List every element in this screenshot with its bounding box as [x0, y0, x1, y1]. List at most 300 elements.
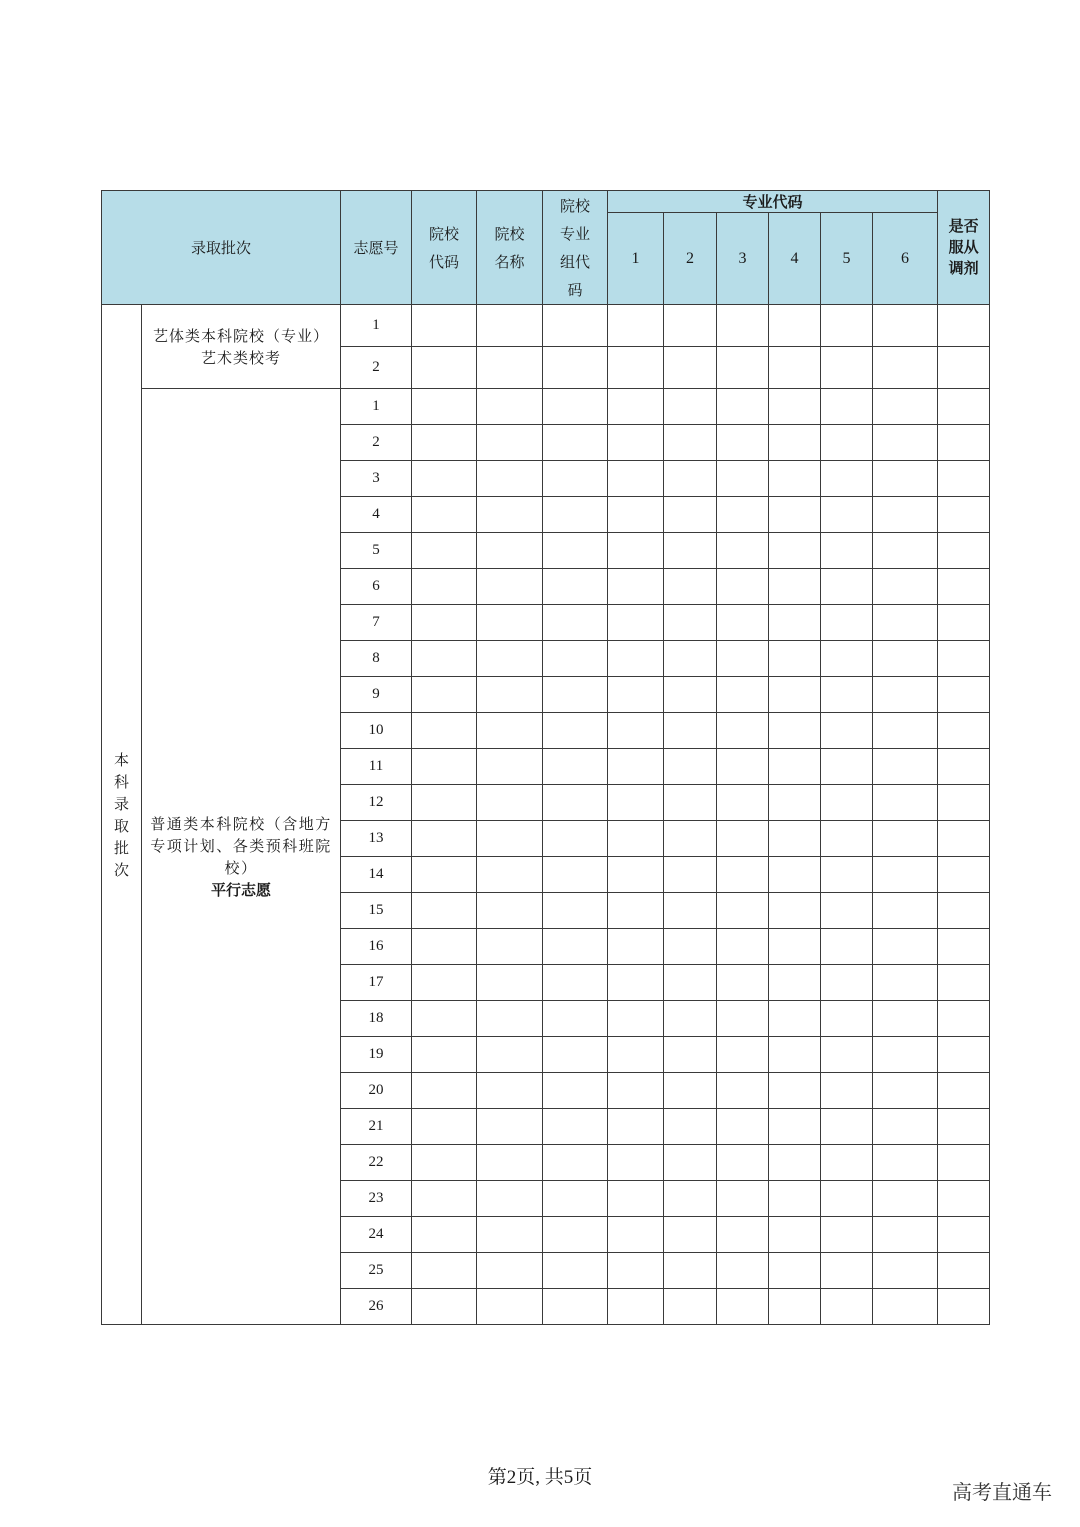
- major-code-cell[interactable]: [717, 785, 769, 821]
- header-major-col: [608, 213, 664, 305]
- adjust-cell[interactable]: [938, 1037, 990, 1073]
- group-code-cell[interactable]: [543, 1109, 608, 1145]
- choice-number: 21: [341, 1109, 412, 1145]
- major-code-cell[interactable]: [664, 389, 717, 425]
- major-code-cell[interactable]: [608, 497, 664, 533]
- major-code-cell[interactable]: [873, 605, 938, 641]
- adjust-cell[interactable]: [938, 1145, 990, 1181]
- major-code-cell[interactable]: [873, 1181, 938, 1217]
- major-code-cell[interactable]: [769, 641, 821, 677]
- major-code-cell[interactable]: [608, 1289, 664, 1325]
- major-code-cell[interactable]: [769, 785, 821, 821]
- major-code-cell[interactable]: [717, 347, 769, 389]
- school-name-cell[interactable]: [477, 461, 543, 497]
- major-code-cell[interactable]: [769, 821, 821, 857]
- adjust-cell[interactable]: [938, 1001, 990, 1037]
- major-code-cell[interactable]: [717, 497, 769, 533]
- major-code-cell[interactable]: [664, 1145, 717, 1181]
- school-name-cell[interactable]: [477, 389, 543, 425]
- major-code-cell[interactable]: [873, 641, 938, 677]
- group-code-cell[interactable]: [543, 347, 608, 389]
- major-code-cell[interactable]: [821, 1109, 873, 1145]
- major-code-cell[interactable]: [769, 1073, 821, 1109]
- header-batch: [102, 191, 341, 305]
- school-name-cell[interactable]: [477, 425, 543, 461]
- major-code-cell[interactable]: [608, 641, 664, 677]
- group-code-cell[interactable]: [543, 1073, 608, 1109]
- major-code-cell[interactable]: [664, 1253, 717, 1289]
- adjust-cell[interactable]: [938, 1289, 990, 1325]
- major-code-cell[interactable]: [664, 893, 717, 929]
- major-code-cell[interactable]: [664, 533, 717, 569]
- group-code-cell[interactable]: [543, 1037, 608, 1073]
- group-code-cell[interactable]: [543, 749, 608, 785]
- header-major-code-label: 专业代码: [742, 192, 803, 211]
- school-code-cell[interactable]: [412, 347, 477, 389]
- application-form-table: [101, 190, 990, 1325]
- major-code-cell[interactable]: [769, 1109, 821, 1145]
- major-code-cell[interactable]: [664, 1073, 717, 1109]
- adjust-cell[interactable]: [938, 929, 990, 965]
- major-code-cell[interactable]: [664, 569, 717, 605]
- major-code-cell[interactable]: [821, 1001, 873, 1037]
- major-code-cell[interactable]: [873, 347, 938, 389]
- major-code-cell[interactable]: [769, 749, 821, 785]
- choice-number: 12: [341, 785, 412, 821]
- group-code-cell[interactable]: [543, 1001, 608, 1037]
- header-group-code-label: 院校专业组代码: [560, 196, 591, 299]
- major-code-cell[interactable]: [873, 677, 938, 713]
- major-code-cell[interactable]: [608, 305, 664, 347]
- major-code-cell[interactable]: [769, 497, 821, 533]
- major-code-cell[interactable]: [717, 389, 769, 425]
- major-code-cell[interactable]: [821, 893, 873, 929]
- major-code-cell[interactable]: [769, 461, 821, 497]
- major-code-cell[interactable]: [608, 749, 664, 785]
- major-code-cell[interactable]: [717, 677, 769, 713]
- group-code-cell[interactable]: [543, 1181, 608, 1217]
- major-code-cell[interactable]: [717, 929, 769, 965]
- major-code-cell[interactable]: [664, 347, 717, 389]
- school-code-cell[interactable]: [412, 1253, 477, 1289]
- adjust-cell[interactable]: [938, 1073, 990, 1109]
- header-group-code: [543, 191, 608, 305]
- adjust-cell[interactable]: [938, 857, 990, 893]
- major-code-cell[interactable]: [717, 965, 769, 1001]
- major-code-cell[interactable]: [873, 1289, 938, 1325]
- major-code-cell[interactable]: [821, 533, 873, 569]
- major-code-cell[interactable]: [873, 533, 938, 569]
- school-code-cell[interactable]: [412, 1289, 477, 1325]
- major-code-cell[interactable]: [821, 1037, 873, 1073]
- major-code-cell[interactable]: [717, 1289, 769, 1325]
- group-code-cell[interactable]: [543, 713, 608, 749]
- major-code-cell[interactable]: [769, 929, 821, 965]
- major-code-cell[interactable]: [664, 1037, 717, 1073]
- major-code-cell[interactable]: [821, 785, 873, 821]
- major-code-cell[interactable]: [769, 569, 821, 605]
- school-code-cell[interactable]: [412, 1109, 477, 1145]
- choice-number: 22: [341, 1145, 412, 1181]
- school-name-cell[interactable]: [477, 893, 543, 929]
- major-code-cell[interactable]: [769, 893, 821, 929]
- major-code-cell[interactable]: [717, 1109, 769, 1145]
- group-code-cell[interactable]: [543, 821, 608, 857]
- school-name-cell[interactable]: [477, 497, 543, 533]
- school-code-cell[interactable]: [412, 785, 477, 821]
- school-code-cell[interactable]: [412, 497, 477, 533]
- major-code-cell[interactable]: [821, 1289, 873, 1325]
- major-code-cell[interactable]: [608, 821, 664, 857]
- major-code-cell[interactable]: [717, 713, 769, 749]
- major-code-cell[interactable]: [608, 893, 664, 929]
- adjust-cell[interactable]: [938, 497, 990, 533]
- group-code-cell[interactable]: [543, 677, 608, 713]
- major-code-cell[interactable]: [821, 749, 873, 785]
- art-category-cell: [142, 305, 341, 389]
- major-code-cell[interactable]: [769, 347, 821, 389]
- adjust-cell[interactable]: [938, 893, 990, 929]
- school-code-cell[interactable]: [412, 893, 477, 929]
- group-code-cell[interactable]: [543, 569, 608, 605]
- school-code-cell[interactable]: [412, 857, 477, 893]
- school-name-cell[interactable]: [477, 1109, 543, 1145]
- school-name-cell[interactable]: [477, 713, 543, 749]
- school-name-cell[interactable]: [477, 347, 543, 389]
- school-name-cell[interactable]: [477, 1253, 543, 1289]
- major-code-cell[interactable]: [821, 929, 873, 965]
- major-code-cell[interactable]: [608, 605, 664, 641]
- major-code-cell[interactable]: [821, 965, 873, 1001]
- major-code-cell[interactable]: [873, 857, 938, 893]
- adjust-cell[interactable]: [938, 677, 990, 713]
- major-code-cell[interactable]: [769, 533, 821, 569]
- major-code-cell[interactable]: [821, 641, 873, 677]
- header-major-col-label: 1: [631, 250, 640, 267]
- major-code-cell[interactable]: [873, 893, 938, 929]
- school-name-cell[interactable]: [477, 821, 543, 857]
- choice-number: 4: [341, 497, 412, 533]
- major-code-cell[interactable]: [717, 1181, 769, 1217]
- major-code-cell[interactable]: [821, 857, 873, 893]
- major-code-cell[interactable]: [873, 821, 938, 857]
- major-code-cell[interactable]: [664, 1001, 717, 1037]
- major-code-cell[interactable]: [664, 1289, 717, 1325]
- major-code-cell[interactable]: [821, 605, 873, 641]
- group-code-cell[interactable]: [543, 893, 608, 929]
- major-code-cell[interactable]: [664, 641, 717, 677]
- major-code-cell[interactable]: [664, 929, 717, 965]
- school-code-cell[interactable]: [412, 1145, 477, 1181]
- major-code-cell[interactable]: [769, 1289, 821, 1325]
- major-code-cell[interactable]: [664, 713, 717, 749]
- adjust-cell[interactable]: [938, 785, 990, 821]
- major-code-cell[interactable]: [821, 1217, 873, 1253]
- school-code-cell[interactable]: [412, 461, 477, 497]
- adjust-cell[interactable]: [938, 569, 990, 605]
- major-code-cell[interactable]: [717, 1073, 769, 1109]
- major-code-cell[interactable]: [821, 347, 873, 389]
- major-code-cell[interactable]: [664, 497, 717, 533]
- batch-label-cell: [102, 305, 142, 1325]
- major-code-cell[interactable]: [717, 461, 769, 497]
- major-code-cell[interactable]: [873, 749, 938, 785]
- school-code-cell[interactable]: [412, 605, 477, 641]
- major-code-cell[interactable]: [717, 1217, 769, 1253]
- major-code-cell[interactable]: [873, 1073, 938, 1109]
- major-code-cell[interactable]: [873, 1109, 938, 1145]
- major-code-cell[interactable]: [821, 425, 873, 461]
- major-code-cell[interactable]: [873, 1001, 938, 1037]
- major-code-cell[interactable]: [608, 1001, 664, 1037]
- major-code-cell[interactable]: [769, 713, 821, 749]
- major-code-cell[interactable]: [873, 1145, 938, 1181]
- major-code-cell[interactable]: [873, 389, 938, 425]
- group-code-cell[interactable]: [543, 305, 608, 347]
- major-code-cell[interactable]: [608, 1253, 664, 1289]
- major-code-cell[interactable]: [873, 929, 938, 965]
- major-code-cell[interactable]: [717, 1001, 769, 1037]
- school-code-cell[interactable]: [412, 1037, 477, 1073]
- major-code-cell[interactable]: [873, 425, 938, 461]
- group-code-cell[interactable]: [543, 497, 608, 533]
- group-code-cell[interactable]: [543, 641, 608, 677]
- adjust-cell[interactable]: [938, 641, 990, 677]
- adjust-cell[interactable]: [938, 1217, 990, 1253]
- major-code-cell[interactable]: [608, 533, 664, 569]
- group-code-cell[interactable]: [543, 389, 608, 425]
- major-code-cell[interactable]: [873, 1217, 938, 1253]
- adjust-cell[interactable]: [938, 713, 990, 749]
- major-code-cell[interactable]: [769, 305, 821, 347]
- major-code-cell[interactable]: [717, 749, 769, 785]
- school-code-cell[interactable]: [412, 1217, 477, 1253]
- group-code-cell[interactable]: [543, 929, 608, 965]
- major-code-cell[interactable]: [608, 389, 664, 425]
- major-code-cell[interactable]: [821, 1253, 873, 1289]
- major-code-cell[interactable]: [873, 1037, 938, 1073]
- major-code-cell[interactable]: [608, 1181, 664, 1217]
- major-code-cell[interactable]: [873, 1253, 938, 1289]
- major-code-cell[interactable]: [717, 605, 769, 641]
- school-name-cell[interactable]: [477, 965, 543, 1001]
- major-code-cell[interactable]: [664, 1109, 717, 1145]
- group-code-cell[interactable]: [543, 965, 608, 1001]
- major-code-cell[interactable]: [873, 305, 938, 347]
- header-major-col-label: 2: [686, 250, 695, 267]
- major-code-cell[interactable]: [608, 785, 664, 821]
- adjust-cell[interactable]: [938, 1253, 990, 1289]
- header-school-name-label: 院校名称: [494, 224, 525, 271]
- school-name-cell[interactable]: [477, 677, 543, 713]
- group-code-cell[interactable]: [543, 857, 608, 893]
- major-code-cell[interactable]: [769, 965, 821, 1001]
- school-code-cell[interactable]: [412, 305, 477, 347]
- adjust-cell[interactable]: [938, 749, 990, 785]
- major-code-cell[interactable]: [717, 641, 769, 677]
- major-code-cell[interactable]: [769, 1217, 821, 1253]
- group-code-cell[interactable]: [543, 533, 608, 569]
- adjust-cell[interactable]: [938, 305, 990, 347]
- major-code-cell[interactable]: [664, 677, 717, 713]
- major-code-cell[interactable]: [769, 605, 821, 641]
- major-code-cell[interactable]: [873, 713, 938, 749]
- school-name-cell[interactable]: [477, 641, 543, 677]
- school-name-cell[interactable]: [477, 1217, 543, 1253]
- major-code-cell[interactable]: [717, 821, 769, 857]
- major-code-cell[interactable]: [821, 713, 873, 749]
- school-code-cell[interactable]: [412, 533, 477, 569]
- school-code-cell[interactable]: [412, 641, 477, 677]
- major-code-cell[interactable]: [608, 713, 664, 749]
- major-code-cell[interactable]: [664, 1217, 717, 1253]
- adjust-cell[interactable]: [938, 533, 990, 569]
- group-code-cell[interactable]: [543, 461, 608, 497]
- major-code-cell[interactable]: [717, 305, 769, 347]
- major-code-cell[interactable]: [873, 965, 938, 1001]
- major-code-cell[interactable]: [608, 569, 664, 605]
- major-code-cell[interactable]: [717, 1037, 769, 1073]
- major-code-cell[interactable]: [769, 389, 821, 425]
- school-code-cell[interactable]: [412, 713, 477, 749]
- school-name-cell[interactable]: [477, 305, 543, 347]
- choice-number: 1: [341, 305, 412, 347]
- school-code-cell[interactable]: [412, 677, 477, 713]
- adjust-cell[interactable]: [938, 347, 990, 389]
- major-code-cell[interactable]: [608, 857, 664, 893]
- school-name-cell[interactable]: [477, 1181, 543, 1217]
- adjust-cell[interactable]: [938, 461, 990, 497]
- major-code-cell[interactable]: [664, 965, 717, 1001]
- school-name-cell[interactable]: [477, 1289, 543, 1325]
- major-code-cell[interactable]: [664, 605, 717, 641]
- school-name-cell[interactable]: [477, 929, 543, 965]
- school-name-cell[interactable]: [477, 1037, 543, 1073]
- table-row: [102, 389, 990, 425]
- school-name-cell[interactable]: [477, 605, 543, 641]
- school-name-cell[interactable]: [477, 1001, 543, 1037]
- major-code-cell[interactable]: [769, 425, 821, 461]
- major-code-cell[interactable]: [769, 1181, 821, 1217]
- major-code-cell[interactable]: [608, 425, 664, 461]
- major-code-cell[interactable]: [821, 461, 873, 497]
- major-code-cell[interactable]: [717, 1145, 769, 1181]
- major-code-cell[interactable]: [769, 1145, 821, 1181]
- major-code-cell[interactable]: [821, 497, 873, 533]
- major-code-cell[interactable]: [608, 1145, 664, 1181]
- school-code-cell[interactable]: [412, 425, 477, 461]
- major-code-cell[interactable]: [873, 569, 938, 605]
- major-code-cell[interactable]: [608, 965, 664, 1001]
- choice-number: 16: [341, 929, 412, 965]
- major-code-cell[interactable]: [873, 461, 938, 497]
- major-code-cell[interactable]: [664, 821, 717, 857]
- major-code-cell[interactable]: [821, 305, 873, 347]
- group-code-cell[interactable]: [543, 605, 608, 641]
- major-code-cell[interactable]: [608, 1109, 664, 1145]
- adjust-cell[interactable]: [938, 965, 990, 1001]
- group-code-cell[interactable]: [543, 1289, 608, 1325]
- major-code-cell[interactable]: [717, 569, 769, 605]
- school-code-cell[interactable]: [412, 929, 477, 965]
- major-code-cell[interactable]: [769, 1001, 821, 1037]
- school-code-cell[interactable]: [412, 749, 477, 785]
- school-code-cell[interactable]: [412, 1001, 477, 1037]
- major-code-cell[interactable]: [608, 1073, 664, 1109]
- school-code-cell[interactable]: [412, 569, 477, 605]
- major-code-cell[interactable]: [873, 785, 938, 821]
- adjust-cell[interactable]: [938, 389, 990, 425]
- school-code-cell[interactable]: [412, 821, 477, 857]
- major-code-cell[interactable]: [821, 821, 873, 857]
- major-code-cell[interactable]: [769, 1253, 821, 1289]
- major-code-cell[interactable]: [821, 677, 873, 713]
- adjust-cell[interactable]: [938, 425, 990, 461]
- school-code-cell[interactable]: [412, 389, 477, 425]
- school-name-cell[interactable]: [477, 1073, 543, 1109]
- major-code-cell[interactable]: [608, 677, 664, 713]
- major-code-cell[interactable]: [664, 305, 717, 347]
- major-code-cell[interactable]: [608, 1037, 664, 1073]
- school-name-cell[interactable]: [477, 569, 543, 605]
- group-code-cell[interactable]: [543, 425, 608, 461]
- major-code-cell[interactable]: [608, 929, 664, 965]
- major-code-cell[interactable]: [664, 857, 717, 893]
- major-code-cell[interactable]: [664, 461, 717, 497]
- major-code-cell[interactable]: [821, 1073, 873, 1109]
- school-code-cell[interactable]: [412, 1073, 477, 1109]
- major-code-cell[interactable]: [664, 785, 717, 821]
- major-code-cell[interactable]: [717, 1253, 769, 1289]
- group-code-cell[interactable]: [543, 1253, 608, 1289]
- school-name-cell[interactable]: [477, 749, 543, 785]
- major-code-cell[interactable]: [608, 347, 664, 389]
- group-code-cell[interactable]: [543, 1145, 608, 1181]
- choice-number: 7: [341, 605, 412, 641]
- major-code-cell[interactable]: [769, 1037, 821, 1073]
- adjust-cell[interactable]: [938, 605, 990, 641]
- school-name-cell[interactable]: [477, 533, 543, 569]
- major-code-cell[interactable]: [821, 1145, 873, 1181]
- school-name-cell[interactable]: [477, 857, 543, 893]
- school-name-cell[interactable]: [477, 785, 543, 821]
- school-code-cell[interactable]: [412, 965, 477, 1001]
- adjust-cell[interactable]: [938, 821, 990, 857]
- major-code-cell[interactable]: [873, 497, 938, 533]
- major-code-cell[interactable]: [664, 1181, 717, 1217]
- major-code-cell[interactable]: [821, 1181, 873, 1217]
- major-code-cell[interactable]: [769, 857, 821, 893]
- major-code-cell[interactable]: [717, 893, 769, 929]
- major-code-cell[interactable]: [769, 677, 821, 713]
- major-code-cell[interactable]: [664, 425, 717, 461]
- major-code-cell[interactable]: [608, 461, 664, 497]
- major-code-cell[interactable]: [717, 857, 769, 893]
- header-school-name: [477, 191, 543, 305]
- school-name-cell[interactable]: [477, 1145, 543, 1181]
- major-code-cell[interactable]: [608, 1217, 664, 1253]
- major-code-cell[interactable]: [717, 425, 769, 461]
- group-code-cell[interactable]: [543, 1217, 608, 1253]
- major-code-cell[interactable]: [821, 569, 873, 605]
- major-code-cell[interactable]: [664, 749, 717, 785]
- group-code-cell[interactable]: [543, 785, 608, 821]
- major-code-cell[interactable]: [821, 389, 873, 425]
- adjust-cell[interactable]: [938, 1181, 990, 1217]
- adjust-cell[interactable]: [938, 1109, 990, 1145]
- major-code-cell[interactable]: [717, 533, 769, 569]
- school-code-cell[interactable]: [412, 1181, 477, 1217]
